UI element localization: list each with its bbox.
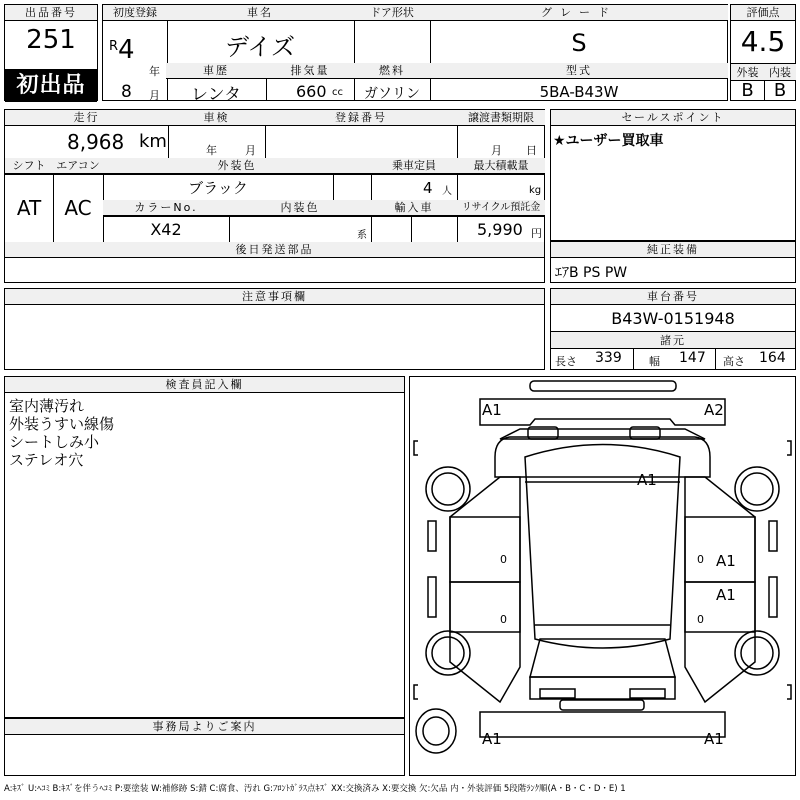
car-name: デイズ <box>224 33 296 61</box>
ac-label: エアコン <box>53 158 103 174</box>
lot-number-cell <box>4 4 98 101</box>
import-label: 輸入車 <box>371 200 457 216</box>
length-value: 339 <box>595 350 622 366</box>
mark-right-front-zero: 0 <box>697 553 704 566</box>
grade-value: S <box>571 29 587 57</box>
inspector-line: 室内薄汚れ <box>9 397 85 415</box>
chassis-box <box>550 288 796 370</box>
exterior-value: B <box>741 80 754 101</box>
score-label: 評価点 <box>731 5 795 21</box>
first-listing-badge: 初出品 <box>5 69 97 102</box>
capacity-unit: 人 <box>442 186 452 197</box>
mark-rear-right: A1 <box>704 730 724 748</box>
model-value: 5BA-B43W <box>539 83 619 101</box>
chassis-label: 車台番号 <box>551 289 795 305</box>
int-color-label: 内装色 <box>229 200 371 216</box>
color-no-value: X42 <box>150 220 182 239</box>
office-label: 事務局よりご案内 <box>5 719 404 735</box>
int-color-unit: 系 <box>357 230 367 241</box>
sales-point-text: ★ユーザー買取車 <box>553 133 664 149</box>
header-block <box>4 4 796 105</box>
mileage-label: 走行 <box>5 110 168 126</box>
interior-value: B <box>773 80 787 101</box>
recycle-unit: 円 <box>531 227 542 240</box>
capacity-value: 4 <box>423 179 433 197</box>
width-label: 幅 <box>649 355 660 368</box>
height-value: 164 <box>759 350 786 366</box>
ext-color-value: ブラック <box>188 179 248 197</box>
ext-color-label: 外装色 <box>103 158 371 174</box>
year-value: 4 <box>118 35 135 65</box>
later-parts-label: 後日発送部品 <box>5 242 544 258</box>
displacement-value: 660 <box>296 82 327 101</box>
door-label: ドア形状 <box>354 5 430 21</box>
mark-right-front-door: A1 <box>716 552 736 570</box>
exterior-label: 外装 <box>731 64 764 81</box>
mark-right-rear-zero: 0 <box>697 613 704 626</box>
model-label: 型式 <box>430 63 728 79</box>
car-name-label: 車名 <box>166 5 354 21</box>
first-registration-label: 初度登録 <box>103 5 167 21</box>
history-value: レンタ <box>191 85 241 105</box>
width-value: 147 <box>679 350 706 366</box>
mark-rear-left: A1 <box>482 730 502 748</box>
fuel-label: 燃料 <box>354 63 430 79</box>
score-value: 4.5 <box>740 25 786 58</box>
recycle-value: 5,990 <box>477 220 523 239</box>
interior-label: 内装 <box>764 64 796 81</box>
fuel-value: ガソリン <box>364 86 420 102</box>
inspection-month-unit: 月 <box>245 144 256 157</box>
equipment-label: 純正装備 <box>551 242 795 258</box>
capacity-label: 乗車定員 <box>371 158 457 174</box>
displacement-unit: cc <box>332 87 343 98</box>
height-label: 高さ <box>723 355 745 368</box>
inspector-line: シートしみ小 <box>9 433 100 451</box>
equipment-box <box>550 241 796 283</box>
inspector-box <box>4 376 405 718</box>
history-label: 車歴 <box>166 63 266 79</box>
mark-roof: A1 <box>637 471 657 489</box>
era-mark: R <box>109 39 119 54</box>
transfer-day-unit: 日 <box>526 144 537 157</box>
first-registration-cell <box>102 4 168 101</box>
inspector-line: 外装うすい線傷 <box>9 415 115 433</box>
equipment-text: ｴｱB PS PW <box>555 265 628 281</box>
mark-front-right: A2 <box>704 401 724 419</box>
grade-label: グレード <box>430 5 728 21</box>
month-unit: 月 <box>149 89 160 102</box>
mark-left-front-zero: 0 <box>500 553 507 566</box>
lot-number: 251 <box>26 25 76 55</box>
year-unit: 年 <box>149 65 160 78</box>
transfer-label: 譲渡書類期限 <box>457 110 545 126</box>
transfer-month-unit: 月 <box>491 144 502 157</box>
car-name-area <box>166 4 728 105</box>
dims-label: 諸元 <box>551 332 795 349</box>
displacement-label: 排気量 <box>266 63 354 79</box>
mileage-unit: km <box>139 131 167 152</box>
score-cell <box>730 4 796 101</box>
lot-number-label: 出品番号 <box>5 5 97 21</box>
shift-value: AT <box>16 196 42 220</box>
length-label: 長さ <box>555 355 577 368</box>
max-load-label: 最大積載量 <box>457 158 545 174</box>
ac-value: AC <box>64 196 92 220</box>
chassis-value: B43W-0151948 <box>611 309 735 328</box>
notes-box <box>4 288 545 370</box>
month-value: 8 <box>121 82 132 102</box>
office-box <box>4 718 405 776</box>
mark-right-rear-door: A1 <box>716 586 736 604</box>
mark-front-left: A1 <box>482 401 502 419</box>
notes-label: 注意事項欄 <box>5 289 544 305</box>
inspection-label: 車検 <box>168 110 265 126</box>
color-no-label: カラーNo. <box>103 200 229 216</box>
car-outline-drawing <box>410 377 795 775</box>
sales-point-box <box>550 109 796 241</box>
inspector-label: 検査員記入欄 <box>5 377 404 393</box>
car-diagram <box>409 376 796 776</box>
shift-label: シフト <box>5 158 53 174</box>
max-load-unit: kg <box>529 185 542 196</box>
inspector-line: ステレオ穴 <box>9 451 84 469</box>
mileage-value: 8,968 <box>67 130 125 154</box>
reg-number-label: 登録番号 <box>265 110 457 126</box>
spec-block <box>4 109 545 283</box>
recycle-label: リサイクル預託金 <box>457 200 545 216</box>
legend: A:ｷｽﾞ U:ﾍｺﾐ B:ｷｽﾞを伴うﾍｺﾐ P:要塗装 W:補修跡 S:錆 C:腐食、汚れ G:ﾌﾛﾝﾄｶﾞﾗｽ点ｷｽﾞ XX:交換済み X:要交換 欠:欠品 内・外装評価 5段階ﾗﾝｸ順(A・B・C・D・E) 1 <box>4 784 626 794</box>
mark-left-rear-zero: 0 <box>500 613 507 626</box>
sales-point-label: セールスポイント <box>551 110 795 126</box>
inspection-year-unit: 年 <box>206 144 217 157</box>
